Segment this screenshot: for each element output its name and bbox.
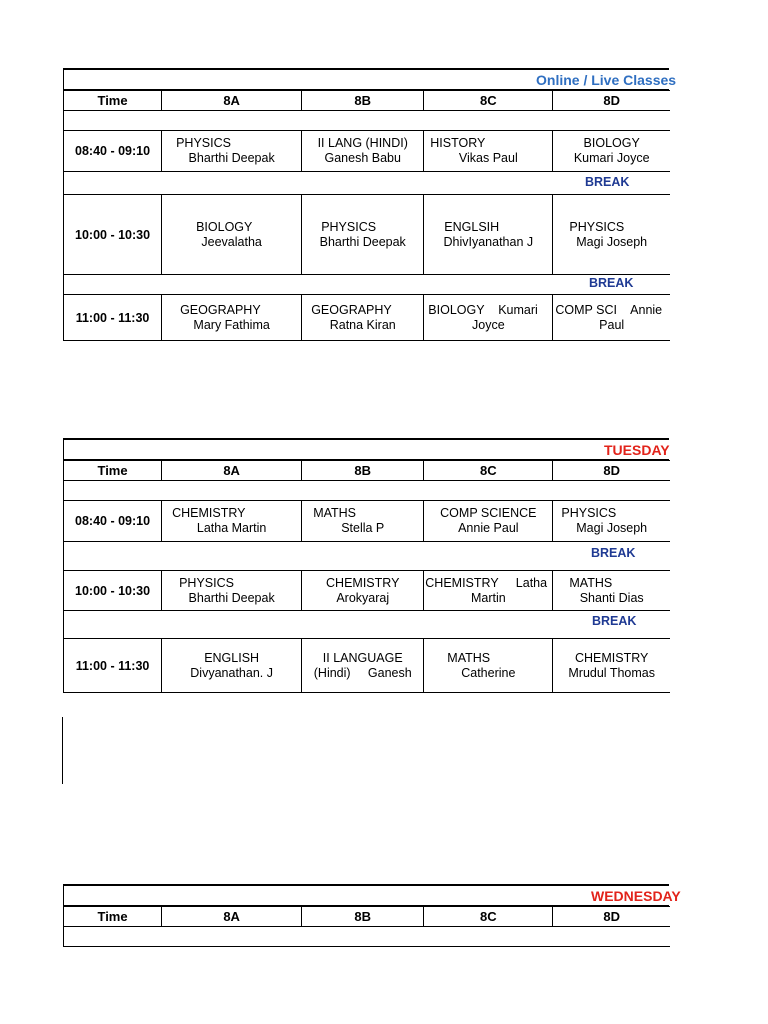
- period-cell: [302, 295, 424, 341]
- period-cell: [302, 195, 424, 275]
- blank-row: [64, 927, 671, 947]
- period-row: [64, 571, 671, 611]
- teacher: Divyanathan. J: [190, 665, 273, 680]
- teacher: Bharthi Deepak: [188, 590, 275, 605]
- subject: MATHS: [447, 650, 491, 665]
- period-cell: [162, 195, 302, 275]
- schedule-table: [63, 906, 670, 947]
- subject: GEOGRAPHY: [180, 302, 261, 317]
- teacher: Martin: [470, 590, 506, 605]
- time-cell: 08:40 - 09:10: [64, 131, 162, 172]
- period-cell: [302, 571, 424, 611]
- period-row: [64, 501, 671, 542]
- break-row: [64, 172, 671, 195]
- subject: MATHS: [569, 575, 613, 590]
- period-cell: [424, 195, 553, 275]
- teacher: Kumari Joyce: [573, 151, 650, 165]
- title-row: [63, 884, 681, 906]
- period-cell: [302, 639, 424, 693]
- break-row: [64, 275, 671, 295]
- teacher: Ratna Kiran: [329, 317, 396, 332]
- timetable-tuesday: [63, 438, 669, 693]
- time-header: Time: [64, 461, 162, 481]
- break-label: BREAK: [591, 546, 636, 560]
- teacher: Vikas Paul: [458, 151, 518, 165]
- period-cell: [553, 195, 670, 275]
- break-label: BREAK: [589, 276, 634, 290]
- header-row: [64, 91, 671, 111]
- table-title: TUESDAY: [604, 442, 670, 458]
- teacher: Mrudul Thomas: [568, 665, 655, 680]
- subject: GEOGRAPHY: [311, 302, 392, 317]
- schedule-table: [63, 90, 670, 341]
- break-label: BREAK: [592, 614, 637, 628]
- subject: II LANG (HINDI): [317, 136, 408, 150]
- period-cell: [162, 571, 302, 611]
- period-row: [64, 195, 671, 275]
- teacher: Bharthi Deepak: [319, 234, 406, 249]
- teacher: Magi Joseph: [576, 234, 648, 249]
- period-cell: [553, 131, 670, 172]
- table-title: Online / Live Classes: [536, 72, 677, 88]
- class-header-8a: 8A: [162, 907, 302, 927]
- blank-row: [64, 481, 671, 501]
- teacher: (Hindi) Ganesh: [313, 665, 412, 680]
- subject: PHYSICS: [321, 219, 377, 234]
- teacher: Mary Fathima: [193, 317, 270, 332]
- class-header-8d: 8D: [553, 461, 670, 481]
- subject: PHYSICS: [561, 506, 617, 520]
- subject: ENGLSIH: [444, 219, 500, 234]
- period-cell: [302, 501, 424, 542]
- teacher: Jeevalatha: [201, 234, 262, 249]
- class-header-8d: 8D: [553, 91, 670, 111]
- title-row: [63, 68, 677, 90]
- schedule-table: [63, 460, 670, 693]
- subject: MATHS: [313, 506, 357, 520]
- period-cell: [162, 501, 302, 542]
- class-header-8a: 8A: [162, 91, 302, 111]
- subject: PHYSICS: [569, 219, 625, 234]
- teacher: Paul: [599, 317, 625, 332]
- period-cell: [162, 131, 302, 172]
- period-cell: [553, 501, 670, 542]
- class-header-8c: 8C: [424, 91, 553, 111]
- period-cell: [424, 131, 553, 172]
- blank-row: [64, 111, 671, 131]
- cell-border-line: [62, 717, 63, 784]
- teacher: Shanti Dias: [579, 590, 644, 605]
- class-header-8b: 8B: [302, 91, 424, 111]
- break-label: BREAK: [585, 175, 630, 189]
- teacher: Ganesh Babu: [324, 151, 401, 165]
- teacher: Joyce: [472, 317, 505, 332]
- time-cell: 11:00 - 11:30: [64, 639, 162, 693]
- period-row: [64, 131, 671, 172]
- period-cell: [553, 295, 670, 341]
- subject: BIOLOGY: [583, 136, 640, 150]
- time-cell: 11:00 - 11:30: [64, 295, 162, 341]
- subject: HISTORY: [430, 136, 486, 150]
- period-cell: [162, 639, 302, 693]
- teacher: DhivIyanathan J: [443, 234, 534, 249]
- period-cell: [553, 639, 670, 693]
- period-cell: [424, 639, 553, 693]
- class-header-8c: 8C: [424, 907, 553, 927]
- period-cell: [553, 571, 670, 611]
- teacher: Stella P: [341, 521, 385, 535]
- period-cell: [424, 295, 553, 341]
- subject: BIOLOGY Kumari: [428, 302, 538, 317]
- class-header-8b: 8B: [302, 907, 424, 927]
- time-cell: 10:00 - 10:30: [64, 195, 162, 275]
- subject: CHEMISTRY: [172, 506, 246, 520]
- subject: COMP SCIENCE: [440, 506, 537, 520]
- header-row: [64, 461, 671, 481]
- class-header-8c: 8C: [424, 461, 553, 481]
- subject: PHYSICS: [179, 575, 234, 590]
- period-cell: [424, 571, 553, 611]
- break-row: [64, 611, 671, 639]
- time-cell: 10:00 - 10:30: [64, 571, 162, 611]
- header-row: [64, 907, 671, 927]
- period-cell: [424, 501, 553, 542]
- timetable-monday: [63, 68, 677, 341]
- class-header-8d: 8D: [553, 907, 670, 927]
- title-row: [63, 438, 669, 460]
- time-cell: 08:40 - 09:10: [64, 501, 162, 542]
- subject: PHYSICS: [176, 136, 231, 150]
- time-header: Time: [64, 907, 162, 927]
- period-row: [64, 295, 671, 341]
- table-title: WEDNESDAY: [591, 888, 681, 904]
- teacher: Annie Paul: [458, 521, 519, 535]
- break-row: [64, 542, 671, 571]
- time-header: Time: [64, 91, 162, 111]
- subject: CHEMISTRY Latha: [425, 575, 548, 590]
- class-header-8b: 8B: [302, 461, 424, 481]
- period-cell: [302, 131, 424, 172]
- teacher: Arokyaraj: [336, 590, 390, 605]
- teacher: Latha Martin: [196, 521, 267, 535]
- subject: II LANGUAGE: [322, 650, 403, 665]
- subject: CHEMISTRY: [574, 650, 649, 665]
- subject: ENGLISH: [204, 650, 260, 665]
- period-row: [64, 639, 671, 693]
- timetable-wednesday: [63, 884, 681, 947]
- period-cell: [162, 295, 302, 341]
- teacher: Catherine: [461, 665, 516, 680]
- subject: BIOLOGY: [196, 219, 253, 234]
- class-header-8a: 8A: [162, 461, 302, 481]
- subject: COMP SCI Annie: [555, 302, 663, 317]
- teacher: Bharthi Deepak: [188, 151, 275, 165]
- teacher: Magi Joseph: [576, 521, 648, 535]
- subject: CHEMISTRY: [326, 575, 400, 590]
